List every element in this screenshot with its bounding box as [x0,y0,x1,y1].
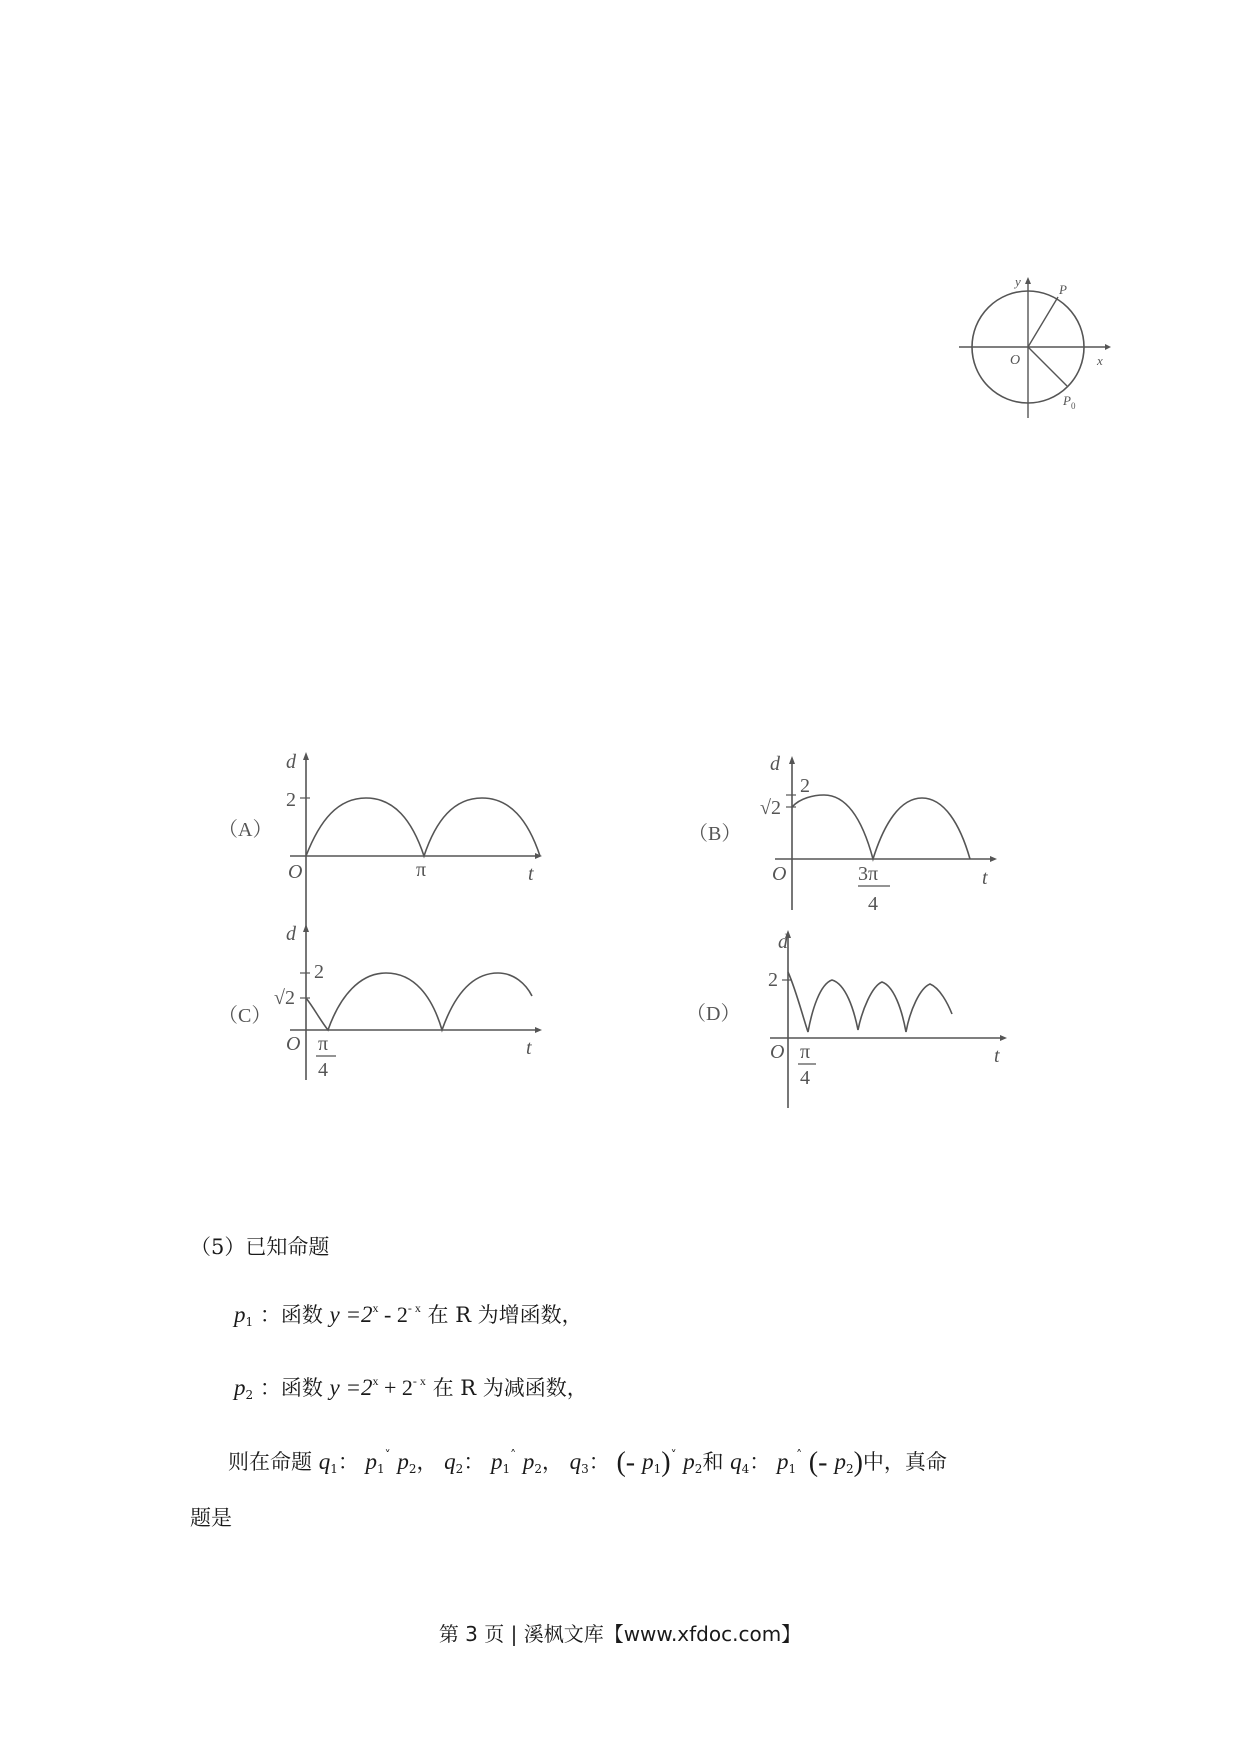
q4-p2-sub: 2 [845,1462,854,1476]
q2-p2: p [522,1449,535,1474]
q3-p1: p [642,1449,654,1474]
graph-d-t: t [994,1045,1000,1067]
graph-b-o: O [772,863,787,885]
p2-text-b: 在 R 为减函数， [432,1376,588,1400]
q4-close: ) [853,1447,863,1478]
question-5-compound-line [228,1440,947,1484]
q1-p1: p [365,1449,378,1474]
line3-end: 中，真命 [862,1450,947,1474]
q3-p1-sub: 1 [653,1462,662,1476]
q3-he: 和 [702,1450,724,1474]
q4-and: ˄ [796,1448,803,1462]
q2-label: q [444,1449,456,1474]
p2-formula: y =2 [329,1375,373,1400]
q1-p2-sub: 2 [408,1462,417,1476]
graph-d-option: （D） [686,1003,741,1025]
p1-formula: y =2 [329,1302,373,1327]
line3-start: 则在命题 [228,1450,312,1474]
graph-a-t: t [528,863,534,885]
graph-c-tick-2-label: 2 [314,961,324,983]
proposition-p1 [234,1293,583,1337]
p2-plus: + 2 [378,1375,413,1400]
graph-b-t: t [982,867,988,889]
q4-p2: p [834,1449,846,1474]
proposition-p2 [234,1366,588,1410]
q2-sub: 2 [455,1462,464,1476]
graph-b-tick-4: 4 [868,893,878,915]
p1-exp2: - x [407,1301,421,1315]
x-axis-arrow [1105,344,1111,350]
p2-sub: 2 [245,1388,254,1402]
graph-b-option: （B） [688,823,742,845]
page-footer: 第 3 页 | 溪枫文库【www.xfdoc.com】 [438,1622,802,1646]
graph-a-curve [306,798,540,856]
p2-label: p [234,1375,246,1400]
graph-a-option: （A） [218,819,273,841]
q2-and: ˄ [510,1448,517,1462]
p1-minus: - 2 [378,1302,408,1327]
graph-c-tick-root2-label: √2 [274,987,295,1009]
unit-circle-figure [955,270,1125,425]
graph-a-tick-2-label: 2 [286,789,296,811]
q2-p1: p [491,1449,503,1474]
graph-a-o: O [288,861,303,883]
q4-neg: (- [808,1447,835,1478]
p1-text-a: ：函数 [259,1303,323,1327]
p1-sub: 1 [245,1315,254,1329]
q3-or: ˅ [670,1448,677,1462]
label-p: P [1059,282,1067,297]
graph-c-o: O [286,1033,301,1055]
radius-op0 [1028,347,1067,386]
label-o: O [1010,353,1021,368]
q2-p1-sub: 1 [502,1462,511,1476]
graph-b-d: d [770,753,780,775]
q4-label: q [730,1449,742,1474]
graph-a-tick-pi: π [416,859,427,881]
p2-exp2: - x [412,1374,426,1388]
label-y: y [1015,274,1021,289]
q1-label: q [318,1449,331,1474]
q1-p2: p [397,1449,409,1474]
q3-sub: 3 [581,1462,589,1476]
graph-d-tick-2-label: 2 [768,969,778,991]
graph-c-y-arrow [303,924,309,932]
q1-or: ˅ [384,1448,391,1462]
q3-p2: p [683,1449,695,1474]
graph-b-curve [792,795,970,859]
graph-b-tick-3pi: 3π [858,863,879,885]
q1-sub: 1 [330,1462,338,1476]
y-axis-arrow [1025,277,1031,284]
q3-label: q [569,1449,582,1474]
q1-colon: ： [337,1450,359,1474]
graph-c-d: d [286,923,296,945]
q4-colon: ： [749,1450,771,1474]
label-x: x [1097,353,1103,368]
graph-d-o: O [770,1041,785,1063]
q3-p2-sub: 2 [694,1462,703,1476]
option-graphs [210,740,1010,1120]
question-5-title: （5）已知命题 [190,1235,330,1259]
graph-d-x-arrow [1000,1035,1007,1041]
q1-comma: ， [416,1450,438,1474]
graph-b-tick-root2-label: √2 [760,797,781,819]
graph-d-tick-4: 4 [800,1067,810,1089]
graph-c-t: t [526,1037,532,1059]
graph-c-curve [306,973,532,1030]
graph-d-tick-pi: π [800,1041,811,1063]
q2-p2-sub: 2 [534,1462,542,1476]
graph-a-y-arrow [303,752,309,760]
graph-d-d: d [778,931,788,953]
q3-colon: ： [588,1450,610,1474]
graph-c-tick-4: 4 [318,1059,328,1081]
p2-text-a: ：函数 [259,1376,323,1400]
p1-text-b: 在 R 为增函数， [427,1303,583,1327]
graph-c-x-arrow [535,1027,542,1033]
graph-c-option: （C） [218,1005,272,1027]
label-p0: P [1063,393,1071,408]
q3-neg: (- [616,1447,643,1478]
graph-a-d: d [286,751,296,773]
radius-op [1028,297,1058,347]
p1-label: p [234,1302,246,1327]
q3-close: ) [661,1447,671,1478]
p2-exp1: x [372,1374,379,1388]
q4-p1: p [776,1449,789,1474]
question-5-tail: 题是 [190,1506,232,1530]
graph-b-tick-2-label: 2 [800,775,810,797]
graph-b-y-arrow [789,756,795,764]
q2-colon: ： [463,1450,485,1474]
graph-d-curve [788,972,952,1032]
q4-p1-sub: 1 [788,1462,797,1476]
label-p0-sub: 0 [1071,401,1076,411]
q2-comma: ， [541,1450,563,1474]
graph-c-tick-pi: π [318,1033,329,1055]
q1-p1-sub: 1 [377,1462,385,1476]
graph-b-x-arrow [990,856,997,862]
q4-sub: 4 [741,1462,750,1476]
p1-exp1: x [372,1301,379,1315]
